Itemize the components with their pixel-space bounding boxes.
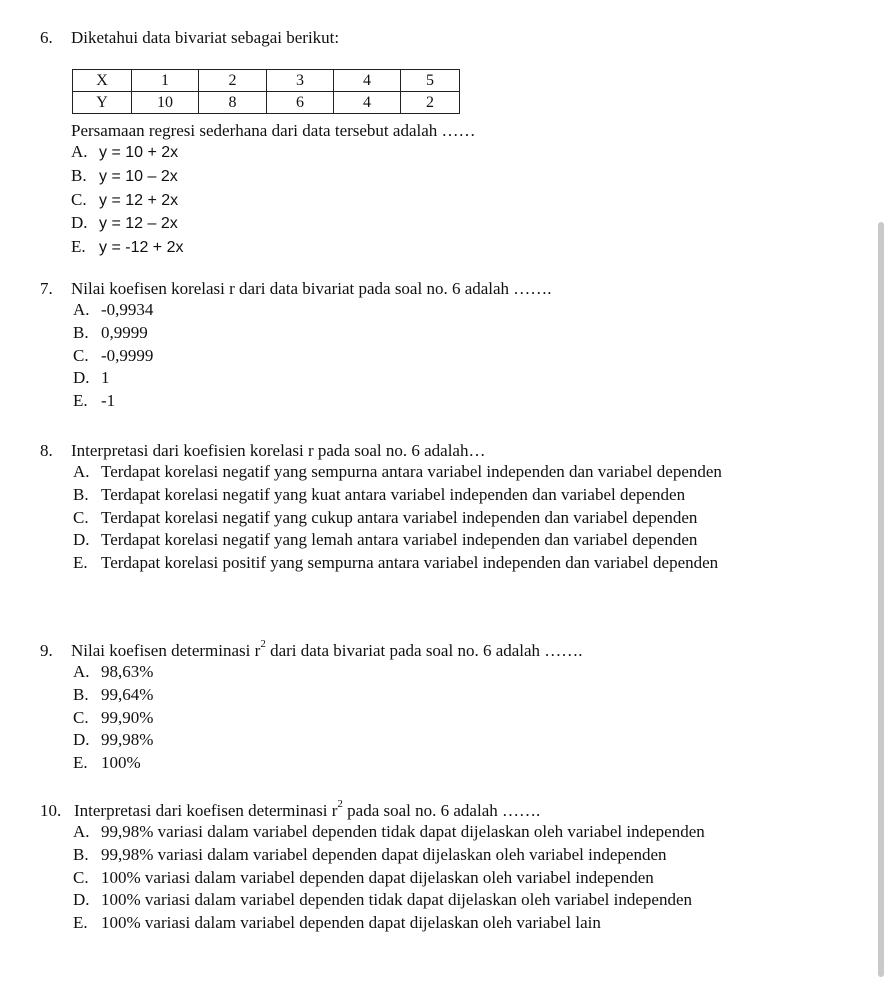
- question-followup: Persamaan regresi sederhana dari data tersebut adalah ……: [71, 121, 476, 140]
- table-cell: 4: [334, 92, 401, 114]
- option-c[interactable]: [73, 707, 840, 730]
- option-e[interactable]: [73, 390, 840, 413]
- table-cell: 6: [267, 92, 334, 114]
- table-cell: X: [73, 70, 132, 92]
- option-text: -0,9934: [101, 300, 154, 319]
- option-letter: C.: [73, 867, 89, 887]
- table-cell: 2: [199, 70, 267, 92]
- question-number: 8.: [40, 441, 53, 460]
- question-stem: Nilai koefisen korelasi r dari data bivariat pada soal no. 6 adalah …….: [71, 279, 552, 298]
- question-9: [40, 640, 840, 775]
- option-text: 1: [101, 368, 110, 388]
- question-stem-part: Nilai koefisen determinasi r: [71, 641, 261, 660]
- option-text: 98,63%: [101, 662, 154, 681]
- question-8: [40, 440, 840, 575]
- option-letter: E.: [73, 391, 88, 411]
- option-text: 100% variasi dalam variabel dependen dapat dijelaskan oleh variabel lain: [101, 913, 601, 933]
- table-row-x: [73, 70, 460, 92]
- option-text: Terdapat korelasi negatif yang lemah antara variabel independen dan variabel dependen: [101, 530, 698, 550]
- option-e[interactable]: [73, 752, 840, 775]
- option-letter: A.: [73, 462, 90, 481]
- option-letter: C.: [73, 507, 89, 527]
- option-d[interactable]: [73, 529, 763, 552]
- option-a[interactable]: [73, 661, 840, 684]
- option-d[interactable]: [73, 889, 840, 912]
- option-letter: D.: [71, 213, 88, 233]
- vertical-scrollbar[interactable]: [878, 222, 884, 977]
- table-cell: 5: [401, 70, 460, 92]
- option-letter: E.: [73, 913, 88, 933]
- option-letter: A.: [71, 142, 88, 161]
- question-number: 9.: [40, 641, 53, 660]
- table-cell: 8: [199, 92, 267, 114]
- option-text: y = 10 + 2x: [99, 144, 179, 161]
- superscript: 2: [260, 638, 266, 651]
- table-cell: Y: [73, 92, 132, 114]
- table-cell: 4: [334, 70, 401, 92]
- option-b[interactable]: [73, 844, 840, 867]
- option-b[interactable]: [73, 322, 840, 345]
- option-text: Terdapat korelasi negatif yang kuat antara variabel independen dan variabel dependen: [101, 484, 686, 504]
- option-text: 99,64%: [101, 684, 154, 704]
- option-letter: B.: [73, 844, 89, 864]
- option-letter: D.: [73, 368, 90, 388]
- option-c[interactable]: [73, 507, 763, 530]
- option-a[interactable]: [71, 141, 840, 165]
- option-letter: C.: [71, 189, 87, 209]
- option-letter: B.: [73, 322, 89, 342]
- option-d[interactable]: [73, 367, 840, 390]
- option-text: Terdapat korelasi positif yang sempurna antara variabel independen dan variabel dependen: [101, 553, 719, 573]
- option-b[interactable]: [71, 165, 840, 189]
- option-text: 99,98% variasi dalam variabel dependen dapat dijelaskan oleh variabel independen: [101, 844, 667, 864]
- question-stem-part: dari data bivariat pada soal no. 6 adalah …….: [265, 641, 583, 660]
- option-text: -0,9999: [101, 345, 154, 365]
- option-e[interactable]: [71, 236, 840, 260]
- option-e[interactable]: [73, 552, 763, 575]
- option-letter: A.: [73, 300, 90, 319]
- question-stem: [74, 800, 540, 821]
- option-a[interactable]: [73, 299, 840, 322]
- option-d[interactable]: [73, 729, 840, 752]
- option-letter: A.: [73, 662, 90, 681]
- question-stem-part: pada soal no. 6 adalah …….: [342, 801, 541, 820]
- option-text: 99,98%: [101, 730, 154, 750]
- option-d[interactable]: [71, 212, 840, 236]
- question-6-body: [40, 120, 840, 260]
- option-e[interactable]: [73, 912, 840, 935]
- option-text: y = 12 – 2x: [99, 215, 178, 233]
- question-stem: [71, 640, 583, 661]
- option-b[interactable]: [73, 684, 840, 707]
- option-text: 100% variasi dalam variabel dependen tidak dapat dijelaskan oleh variabel independen: [101, 890, 692, 910]
- question-number: 7.: [40, 279, 53, 298]
- option-text: -1: [101, 391, 116, 411]
- table-row-y: [73, 92, 460, 114]
- question-7: [40, 278, 840, 413]
- question-6: [40, 27, 840, 48]
- option-text: 99,90%: [101, 707, 154, 727]
- table-cell: 1: [132, 70, 199, 92]
- option-letter: E.: [73, 553, 88, 573]
- option-text: 99,98% variasi dalam variabel dependen tidak dapat dijelaskan oleh variabel independen: [101, 822, 705, 841]
- question-stem: Diketahui data bivariat sebagai berikut:: [71, 28, 340, 47]
- table-cell: 3: [267, 70, 334, 92]
- option-a[interactable]: [73, 821, 840, 844]
- question-number: 10.: [40, 801, 62, 820]
- option-letter: D.: [73, 730, 90, 750]
- option-c[interactable]: [73, 345, 840, 368]
- option-letter: A.: [73, 822, 90, 841]
- option-text: Terdapat korelasi negatif yang cukup antara variabel independen dan variabel dependen: [101, 507, 698, 527]
- table-cell: 2: [401, 92, 460, 114]
- option-text: 100% variasi dalam variabel dependen dapat dijelaskan oleh variabel independen: [101, 867, 654, 887]
- option-text: 0,9999: [101, 322, 148, 342]
- option-text: y = 12 + 2x: [99, 191, 179, 209]
- option-c[interactable]: [71, 189, 840, 213]
- option-text: 100%: [101, 753, 141, 773]
- bivariate-data-table: [72, 69, 460, 114]
- option-letter: C.: [73, 345, 89, 365]
- option-a[interactable]: [73, 461, 763, 484]
- option-text: y = -12 + 2x: [99, 239, 184, 257]
- option-letter: C.: [73, 707, 89, 727]
- option-text: Terdapat korelasi negatif yang sempurna antara variabel independen dan variabel dependen: [101, 462, 722, 481]
- option-letter: D.: [73, 890, 90, 910]
- question-number: 6.: [40, 28, 53, 47]
- table-cell: 10: [132, 92, 199, 114]
- option-letter: E.: [73, 753, 88, 773]
- option-letter: E.: [71, 237, 86, 257]
- option-c[interactable]: [73, 867, 840, 890]
- question-10: [40, 800, 840, 935]
- question-stem: Interpretasi dari koefisien korelasi r pada soal no. 6 adalah…: [71, 441, 486, 460]
- option-letter: B.: [73, 484, 89, 504]
- question-stem-part: Interpretasi dari koefisen determinasi r: [74, 801, 338, 820]
- option-letter: B.: [71, 165, 87, 185]
- superscript: 2: [337, 798, 343, 811]
- option-letter: D.: [73, 530, 90, 550]
- option-b[interactable]: [73, 484, 763, 507]
- option-letter: B.: [73, 684, 89, 704]
- option-text: y = 10 – 2x: [99, 167, 178, 185]
